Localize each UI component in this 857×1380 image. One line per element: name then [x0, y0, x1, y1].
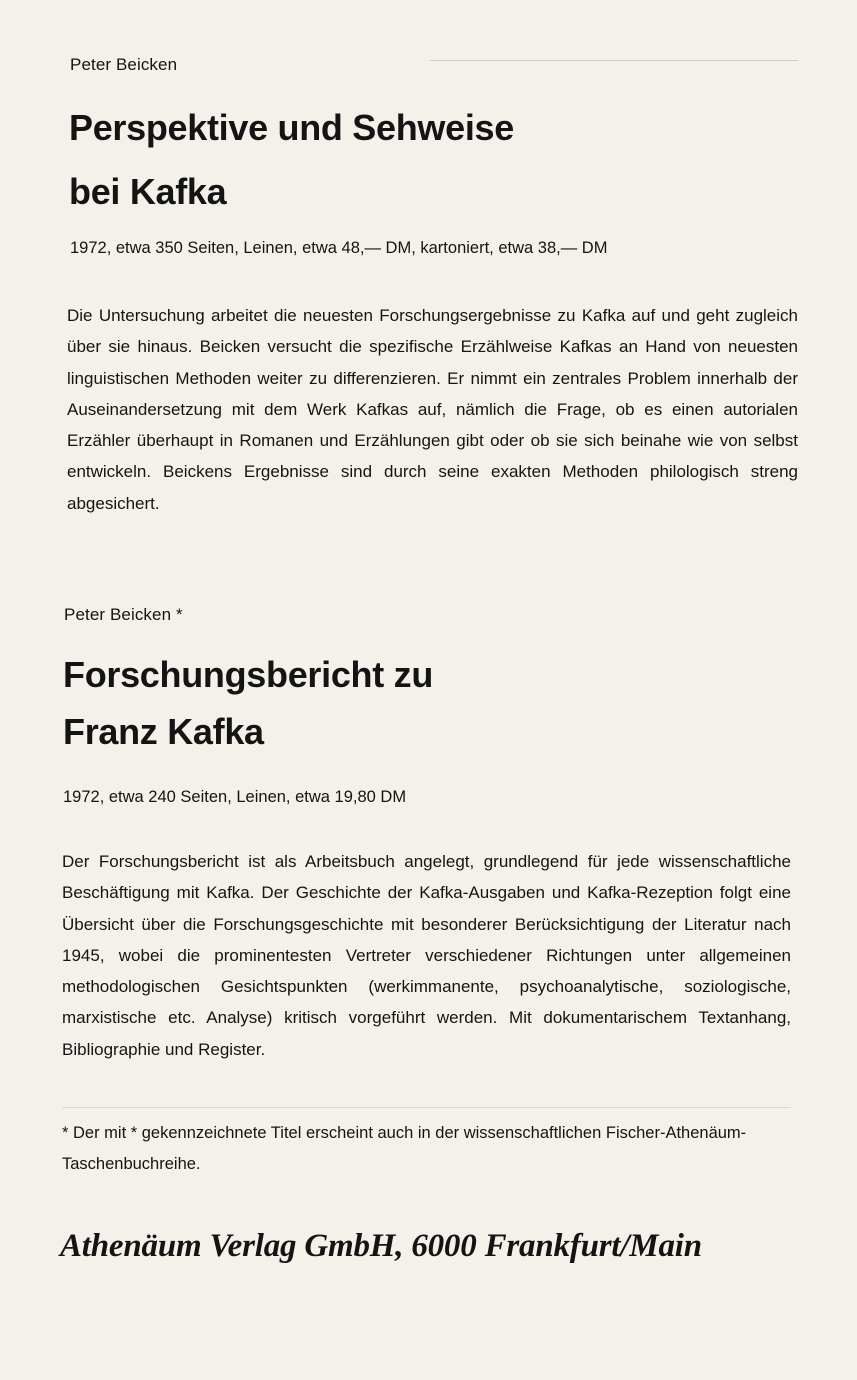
separator-rule	[62, 1107, 791, 1108]
book1-pubinfo: 1972, etwa 350 Seiten, Leinen, etwa 48,— DM, kartoniert, etwa 38,— DM	[70, 239, 608, 257]
show-through-rule-top	[430, 60, 798, 61]
book2-author: Peter Beicken *	[64, 605, 183, 624]
book1-title-line2: bei Kafka	[69, 171, 227, 212]
book2-title-line2: Franz Kafka	[63, 711, 264, 752]
book2-pubinfo: 1972, etwa 240 Seiten, Leinen, etwa 19,80 DM	[63, 788, 407, 806]
book2-description: Der Forschungsbericht ist als Arbeitsbuch angelegt, grundlegend für jede wissenschaftliche Beschäftigung mit Kafka. Der Geschichte der Kafka-Ausgaben und Kafka-Rezeption folgt eine Übersicht über die Forschungsgeschichte mit besonderer Berücksichtigung der Literatur nach 1945, wobei die prominentesten Vertreter verschiedener Richtungen unter allgemeinen methodologischen Gesichtspunkten (werkimmanente, psychoanalytische, soziologische, marxistische etc. Analyse) kritisch vorgeführt werden. Mit dokumentarischem Textanhang, Bibliographie und Register.	[62, 852, 791, 1059]
book1-author: Peter Beicken	[70, 55, 178, 74]
footnote: * Der mit * gekennzeichnete Titel erscheint auch in der wissenschaftlichen Fischer-Athenäum-Taschenbuchreihe.	[62, 1124, 747, 1173]
book1-title	[69, 104, 789, 216]
book1-description: Die Untersuchung arbeitet die neuesten Forschungsergebnisse zu Kafka auf und geht zugleich über sie hinaus. Beicken versucht die spezifische Erzählweise Kafkas an Hand von neuesten linguistischen Methoden weiter zu differenzieren. Er nimmt ein zentrales Problem innerhalb der Auseinandersetzung mit dem Werk Kafkas auf, nämlich die Frage, ob es einen autorialen Erzähler überhaupt in Romanen und Erzählungen gibt oder ob sie sich beinahe wie von selbst entwickeln. Beickens Ergebnisse sind durch seine exakten Methoden philologisch streng abgesichert.	[67, 306, 798, 513]
book1-title-line1: Perspektive und Sehweise	[69, 107, 514, 148]
book2-title-line1: Forschungsbericht zu	[63, 654, 434, 695]
book2-title	[63, 651, 783, 756]
publisher-imprint: Athenäum Verlag GmbH, 6000 Frankfurt/Main	[60, 1228, 702, 1264]
